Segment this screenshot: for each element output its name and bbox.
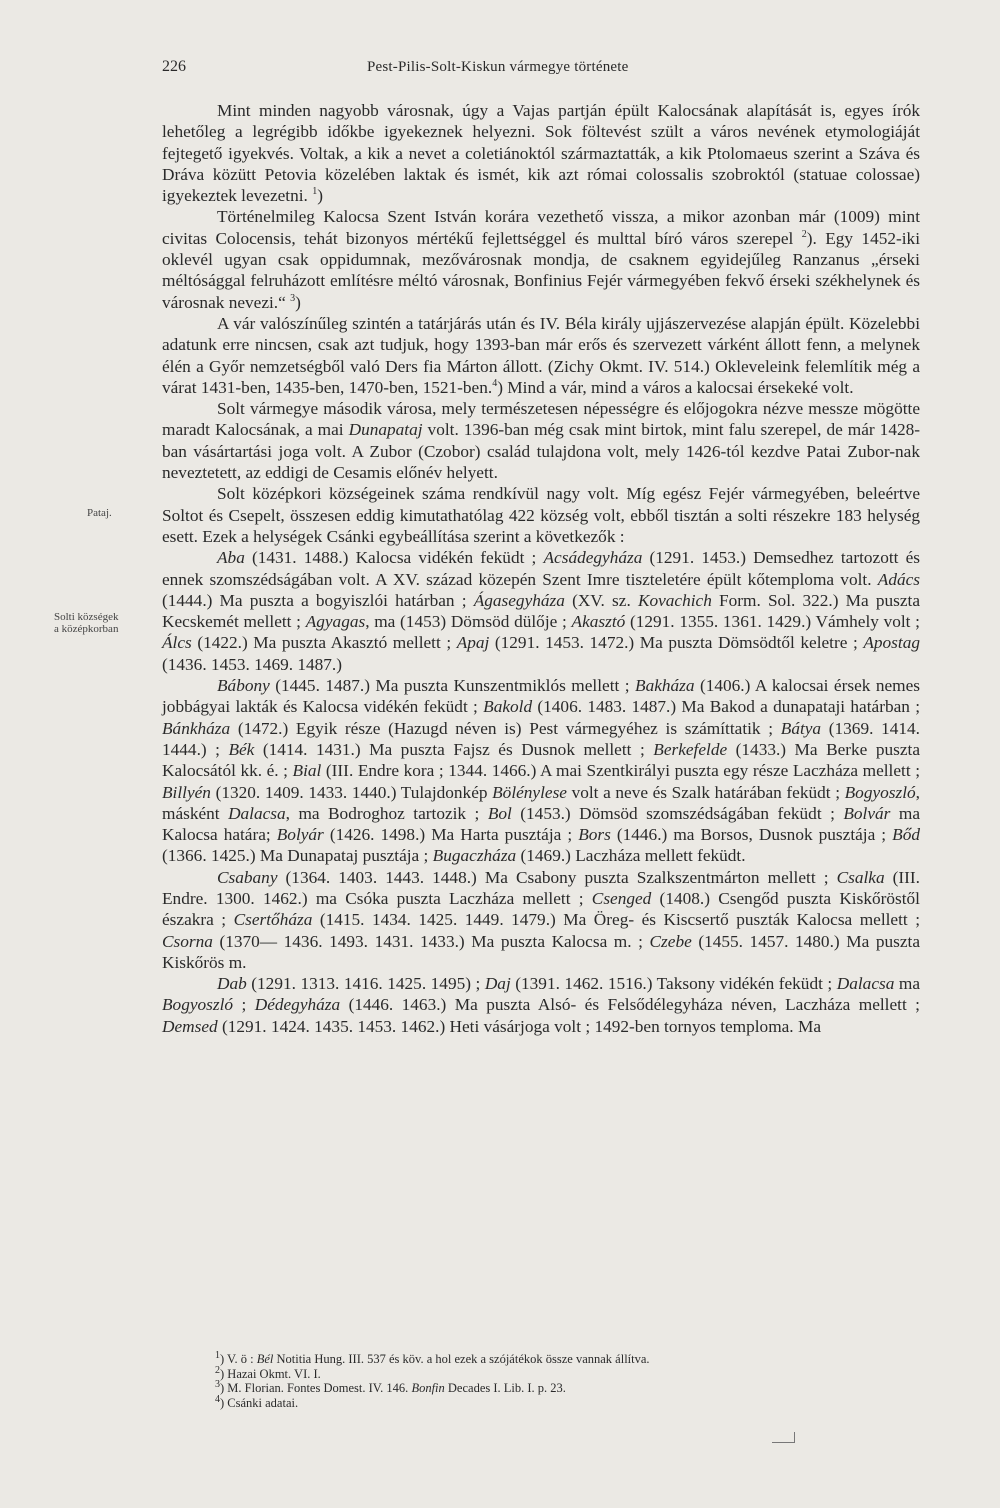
place-name: Bábony [217,676,270,696]
place-description: Form. Sol. 322.) Ma puszta Kecskemét mellett ; [162,590,920,632]
place-description: (1291. 1355. 1361. 1429.) Vámhely volt ; [625,612,920,632]
place-list-a [162,547,920,675]
place-description: (1370— 1436. 1493. 1431. 1433.) Ma puszta Kalocsa m. ; [212,931,650,951]
place-description: ; [233,995,255,1015]
place-description: , ma Bodroghoz tartozik ; [285,803,488,823]
place-name: Bölénylese [492,782,567,802]
place-name: Akasztó [571,612,626,632]
place-name: Bakháza [635,676,695,696]
paragraph-pataj: Solt vármegye második városa, mely természetesen népességre és előjogokra nézve messze mögötte maradt Kalocsának, a mai Dunapataj volt. 1396-ban még csak mint birtok, mint falu szerepel, de már 1428-ban vásártartási joga volt. A Zubor (Czobor) család tulajdona volt, mely 1426-tól kezdve Patai Zubor-nak neveztetett, az eddigi de Cesamis előnév helyett. [162,399,920,483]
place-name: Kovachich [637,590,712,610]
place-description: , ma (1453) Dömsöd dülője ; [365,612,572,632]
place-name: Bial [292,761,322,781]
footnote-1: $^1$) V. ö : Bél Notitia Hung. III. 537 és köv. a hol ezek a szójátékok össze vannak állítva. [215,1349,650,1366]
place-description: (1414. 1431.) Ma puszta Fajsz és Dusnok mellett ; [254,739,654,759]
place-name: Bakold [483,697,533,717]
place-description: (1291. 1313. 1416. 1425. 1495) ; [246,974,485,994]
place-name: Demsed [162,1016,218,1036]
place-description: (1446.) ma Borsos, Dusnok pusztája ; [610,825,893,845]
page-header [162,58,920,84]
place-description: (XV. sz. [564,590,638,610]
paragraph-castle: A vár valószínűleg szintén a tatárjárás után és IV. Béla király ujjászervezése alapján épült. Közelebbi adatunk erre nincsen, csak azt tudjuk, hogy 1393-ban már erős és szervezett várként állott fenn, a melynek élén a Győr nemzetségből való Ders fia Márton állott. (Zichy Okmt. IV. 514.) Okleveleink felemlítik még a várat 1431-ben, 1435-ben, 1470-ben, 1521-ben.$^4$) Mind a vár, mind a város a kalocsai érsekeké volt. [162,313,920,397]
footnotes [215,1349,920,1410]
page-corner-mark [772,1432,795,1443]
place-name: Czebe [649,931,692,951]
place-name: Billyén [162,782,211,802]
paragraph-kalocsa-history: Történelmileg Kalocsa Szent István korára vezethető vissza, a mikor azonban már (1009) mint civitas Colocensis, tehát bizonyos mértékű fejlettséggel és multtal bíró város szerepel $^2$). Egy 1452-iki oklevél ugyan csak oppidumnak, mezővárosnak mondja, de csaknem egyidejűleg Ranzanus „érseki méltósággal felruházott említésre méltó városnak, Bonfinius Fejér vármegyében fekvő érseki székhelynek és városnak nevezi.“ $^3$) [162,207,920,312]
place-description: (1445. 1487.) Ma puszta Kunszentmiklós mellett ; [269,676,636,696]
margin-note-pataj: Pataj. [87,507,112,519]
place-description: (1422.) Ma puszta Akasztó mellett ; [191,633,457,653]
place-description: (1406. 1483. 1487.) Ma Bakod a dunapataji határban ; [532,697,920,717]
place-name: Dalacsa [228,803,286,823]
place-description: (1433.) Ma Berke puszta Kalocsától kk. é. ; [162,739,920,781]
place-description: (1391. 1462. 1516.) Taksony vidékén feküdt ; [510,974,837,994]
place-name: Csalka [836,867,885,887]
place-name: Álcs [162,633,192,653]
footnote-ref-4: 4 [492,378,498,390]
place-name: Dab [217,974,247,994]
place-name: Berkefelde [653,739,728,759]
place-name: Daj [484,974,511,994]
place-name: Csenged [591,888,652,908]
page-number: 226 [162,58,186,75]
place-description: (1431. 1488.) Kalocsa vidékén feküdt ; [244,548,544,568]
place-name: Csabany [217,867,278,887]
place-name: Ágasegyháza [473,590,565,610]
place-description: (1469.) Laczháza mellett feküdt. [516,846,746,866]
place-description: (1408.) Csengőd puszta Kiskőröstől északra ; [162,888,920,930]
paragraph-solt-villages: Solt középkori községeinek száma rendkívül nagy volt. Míg egész Fejér vármegyében, beleértve Soltot és Csepelt, összesen eddig kimutathatólag 422 község volt, ebből tisztán a solti részekre 183 helység esett. Ezek a helységek Csánki egybeállítása szerint a következők : [162,484,920,546]
place-name: Dédegyháza [254,995,341,1015]
place-name: Csertőháza [233,910,313,930]
place-description: volt a neve és Szalk határában feküdt ; [566,782,845,802]
place-name: Csorna [162,931,213,951]
place-description: (III. Endre. 1300. 1462.) ma Csóka puszta Laczháza mellett ; [162,867,920,908]
place-description: (1436. 1453. 1469. 1487.) [162,654,343,674]
place-name: Bolyár [276,825,324,845]
place-name: Aba [217,548,245,568]
place-name: Bugaczháza [432,846,517,866]
place-name: Bőd [892,825,920,845]
place-description: (1472.) Egyik része (Hazugd néven is) Pest vármegyéhez is számíttatik ; [230,718,781,738]
footnote-4: $^4$) Csánki adatai. [215,1393,299,1410]
place-description: , másként [162,782,920,823]
place-description: ma Kalocsa határa; [162,803,920,845]
place-list-b [162,675,920,867]
place-list-d [162,973,920,1037]
place-name: Bolvár [843,803,891,823]
place-name: Dalacsa [836,974,895,994]
place-name: Bátya [780,718,822,738]
place-name: Adács [877,569,920,589]
place-name: Bánkháza [162,718,231,738]
place-name: Bogyoszló [162,995,234,1015]
place-description: (1446. 1463.) Ma puszta Alsó- és Felsődélegyháza néven, Laczháza mellett ; [340,995,920,1015]
place-description: (1426. 1498.) Ma Harta pusztája ; [323,825,579,845]
place-description: (1444.) Ma puszta a bogyiszlói határban ; [162,590,474,610]
place-name: Bogyoszló [844,782,916,802]
running-title: Pest-Pilis-Solt-Kiskun vármegye története [367,59,629,75]
place-description: (1320. 1409. 1433. 1440.) Tulajdonkép [210,782,493,802]
footnote-ref-2: 2 [801,229,807,241]
place-name: Apaj [456,633,490,653]
body-text [162,100,920,1037]
place-description: (1369. 1414. 1444.) ; [162,718,920,759]
place-description: (1291. 1453.) Demsedhez tartozott és ennek szomszédságában volt. A XV. század közepén Szent Imre tiszteletére épült kőtemploma volt. [162,548,920,589]
place-description: (1291. 1453. 1472.) Ma puszta Dömsödtől keletre ; [489,633,864,653]
place-description: ma [894,974,920,994]
place-description: (1366. 1425.) Ma Dunapataj pusztája ; [162,846,433,866]
place-description: (III. Endre kora ; 1344. 1466.) A mai Szentkirályi puszta egy része Laczháza mellett ; [321,761,920,781]
place-description: (1364. 1403. 1443. 1448.) Ma Csabony puszta Szalkszentmárton mellett ; [277,867,837,887]
place-name: Bors [578,825,611,845]
footnote-2: $^2$) Hazai Okmt. VI. I. [215,1364,321,1381]
place-name: Agyagas [305,612,366,632]
place-description: (1406.) A kalocsai érsek nemes jobbágyai lakták és Kalocsa vidékén feküdt ; [162,676,920,717]
footnote-ref-3: 3 [290,292,296,304]
place-name: Bék [228,739,255,759]
margin-note-solti-line1: Solti községek [54,611,119,623]
paragraph-kalocsa-origin: Mint minden nagyobb városnak, úgy a Vajas partján épült Kalocsának alapítását is, egyes írók lehetőleg a legrégibb időkbe igyekeznek helyezni. Sok föltevést szült a város nevének etymologiáját fejtegető igyekvés. Voltak, a kik a nevet a coletiánoktól származtatták, a kik Ptolomaeus szerint a Száva és Dráva közütt Petovia közelében laktak és ismét, kik azt római colossalis szobroktól (statuae colossae) igyekeztek levezetni. $^1$) [162,101,920,206]
place-description: (1453.) Dömsöd szomszédságában feküdt ; [511,803,844,823]
place-description: (1455. 1457. 1480.) Ma puszta Kiskőrös m. [162,931,920,972]
place-name: Apostag [863,633,920,653]
place-name: Acsádegyháza [543,548,643,568]
place-description: (1291. 1424. 1435. 1453. 1462.) Heti vásárjoga volt ; 1492-ben tornyos temploma. Ma [217,1016,821,1036]
footnote-ref-1: 1 [312,186,318,198]
place-list-c [162,867,920,973]
margin-note-solti-line2: a középkorban [54,623,119,635]
place-name: Bol [487,803,512,823]
place-description: (1415. 1434. 1425. 1449. 1479.) Ma Öreg- és Kiscsertő puszták Kalocsa mellett ; [312,910,920,930]
footnote-3: $^3$) M. Florian. Fontes Domest. IV. 146. Bonfin Decades I. Lib. I. p. 23. [215,1378,566,1395]
